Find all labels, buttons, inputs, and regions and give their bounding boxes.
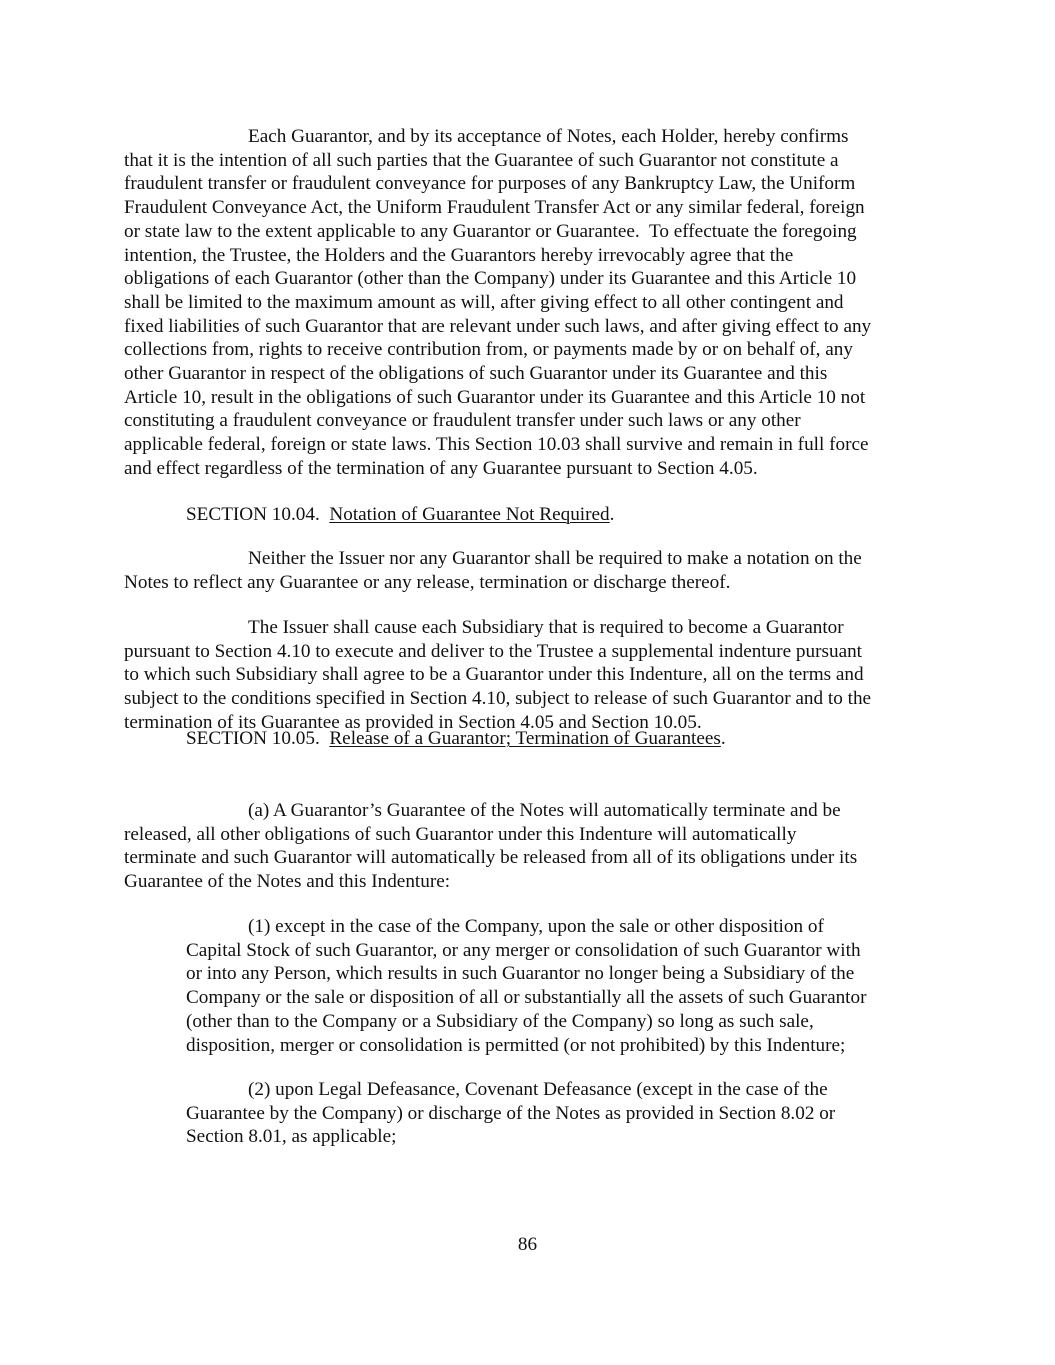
text-line: Guarantee of the Notes and this Indenture:	[124, 871, 451, 893]
section-label: SECTION 10.04.	[186, 504, 320, 525]
section-title-period: .	[720, 728, 726, 749]
text-line: applicable federal, foreign or state laws. This Section 10.03 shall survive and remain in full force	[124, 434, 869, 456]
text-line: The Issuer shall cause each Subsidiary that is required to become a Guarantor	[248, 617, 844, 638]
text-line: intention, the Trustee, the Holders and the Guarantors hereby irrevocably agree that the	[124, 244, 794, 266]
text-line: to which such Subsidiary shall agree to be a Guarantor under this Indenture, all on the terms and	[124, 664, 864, 686]
page-number: 86	[517, 1234, 538, 1255]
text-line: collections from, rights to receive contribution from, or payments made by or on behalf of, any	[124, 339, 853, 361]
text-line: or state law to the extent applicable to any Guarantor or Guarantee. To effectuate the foregoing	[124, 220, 857, 242]
text-line: Company or the sale or disposition of all or substantially all the assets of such Guarantor	[186, 987, 867, 1009]
text-line: (2) upon Legal Defeasance, Covenant Defeasance (except in the case of the	[248, 1079, 828, 1100]
paragraph-release-of-guarantor	[124, 799, 944, 894]
paragraph-subsidiary-guarantor	[124, 616, 944, 735]
text-line: constituting a fraudulent conveyance or fraudulent transfer under such laws or any other	[124, 410, 801, 432]
list-item-2	[186, 1078, 946, 1149]
text-line: that it is the intention of all such parties that the Guarantee of such Guarantor not constitute a	[124, 149, 839, 171]
text-line: shall be limited to the maximum amount as will, after giving effect to all other contingent and	[124, 291, 844, 313]
text-line: (other than to the Company or a Subsidiary of the Company) so long as such sale,	[186, 1010, 814, 1032]
text-line: fraudulent transfer or fraudulent conveyance for purposes of any Bankruptcy Law, the Uniform	[124, 173, 856, 195]
paragraph-guarantor-confirmation	[124, 125, 944, 481]
text-line: obligations of each Guarantor (other than the Company) under its Guarantee and this Article 10	[124, 268, 857, 290]
text-line: terminate and such Guarantor will automatically be released from all of its obligations under its	[124, 847, 858, 869]
text-line: Capital Stock of such Guarantor, or any merger or consolidation of such Guarantor with	[186, 939, 861, 961]
text-line: pursuant to Section 4.10 to execute and deliver to the Trustee a supplemental indenture pursuant	[124, 640, 863, 662]
text-line: Notes to reflect any Guarantee or any release, termination or discharge thereof.	[124, 571, 731, 593]
paragraph-notation-not-required	[124, 547, 944, 594]
text-line: subject to the conditions specified in Section 4.10, subject to release of such Guarantor and to the	[124, 688, 872, 710]
text-line: termination of its Guarantee as provided in Section 4.05 and Section 10.05.	[124, 711, 702, 733]
text-line: other Guarantor in respect of the obligations of such Guarantor under its Guarantee and this	[124, 363, 828, 385]
section-heading-10-04	[186, 503, 614, 527]
text-line: disposition, merger or consolidation is permitted (or not prohibited) by this Indenture;	[186, 1034, 846, 1056]
section-heading-10-05	[186, 727, 726, 751]
section-title-period: .	[609, 504, 615, 525]
section-label: SECTION 10.05.	[186, 728, 320, 749]
section-title: Release of a Guarantor; Termination of Guarantees	[329, 728, 721, 749]
text-line: Fraudulent Conveyance Act, the Uniform Fraudulent Transfer Act or any similar federal, foreign	[124, 197, 865, 219]
list-item-1	[186, 915, 946, 1057]
text-line: (a) A Guarantor’s Guarantee of the Notes will automatically terminate and be	[248, 800, 841, 821]
text-line: and effect regardless of the termination of any Guarantee pursuant to Section 4.05.	[124, 457, 758, 479]
text-line: Section 8.01, as applicable;	[186, 1126, 397, 1148]
text-line: Each Guarantor, and by its acceptance of Notes, each Holder, hereby confirms	[248, 126, 849, 147]
text-line: Guarantee by the Company) or discharge of the Notes as provided in Section 8.02 or	[186, 1102, 836, 1124]
text-line: Neither the Issuer nor any Guarantor shall be required to make a notation on the	[248, 548, 862, 569]
section-title: Notation of Guarantee Not Required	[329, 504, 610, 525]
text-line: or into any Person, which results in such Guarantor no longer being a Subsidiary of the	[186, 963, 855, 985]
text-line: (1) except in the case of the Company, upon the sale or other disposition of	[248, 916, 824, 937]
text-line: Article 10, result in the obligations of such Guarantor under its Guarantee and this Article 10 not	[124, 386, 866, 408]
text-line: released, all other obligations of such Guarantor under this Indenture will automatically	[124, 823, 797, 845]
text-line: fixed liabilities of such Guarantor that are relevant under such laws, and after giving effect to any	[124, 315, 872, 337]
